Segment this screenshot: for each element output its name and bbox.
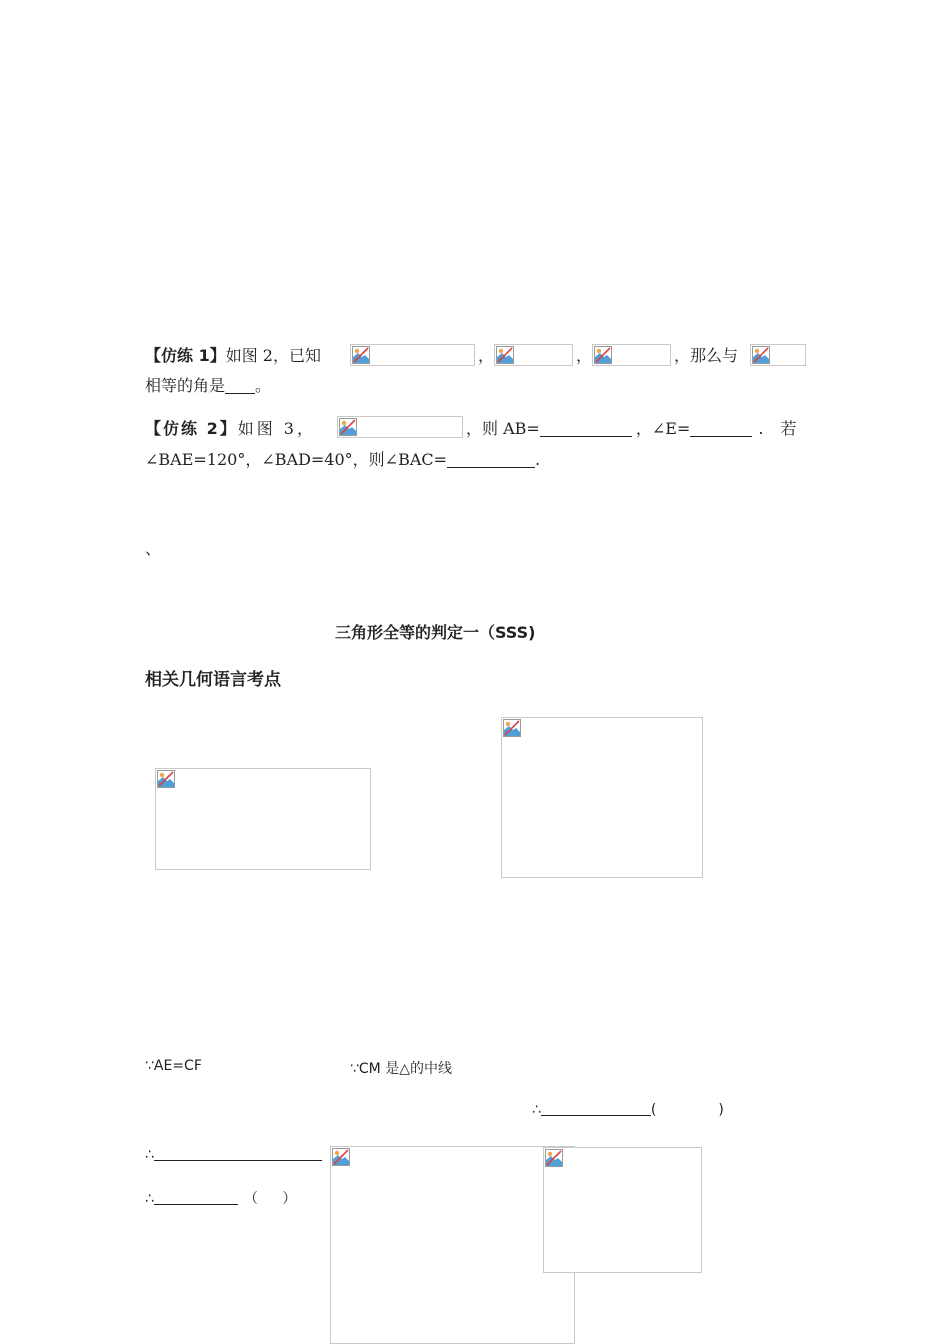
exercise-1-comma-1: ， — [478, 346, 495, 365]
figure-image-right — [501, 717, 703, 878]
figure-image-bottom-right — [543, 1147, 702, 1273]
answer-blank[interactable] — [225, 377, 255, 394]
proof-right-conclusion — [532, 1101, 724, 1118]
paren-close: ) — [718, 1102, 724, 1118]
answer-blank-bac[interactable] — [447, 451, 535, 468]
proof-blank[interactable] — [154, 1190, 238, 1205]
broken-image-icon — [332, 1148, 350, 1166]
therefore-symbol: ∴ — [145, 1147, 154, 1163]
exercise-1-line-1 — [145, 343, 321, 365]
reason-paren: （ ） — [243, 1191, 307, 1207]
exercise-2-line-2-end: . — [535, 450, 541, 469]
broken-image-icon — [157, 770, 175, 788]
broken-image-icon — [503, 719, 521, 737]
paren-open: ( — [650, 1102, 657, 1118]
proof-left-conclusion-2 — [145, 1188, 306, 1208]
proof-left-conclusion-1 — [145, 1146, 322, 1163]
broken-image-icon — [496, 346, 514, 364]
exercise-1-line-2 — [145, 373, 271, 396]
exercise-2-label: 【仿练 2】 — [145, 419, 238, 438]
answer-blank-ab[interactable] — [540, 420, 632, 437]
exercise-2-line-1 — [145, 416, 316, 439]
formula-image-5 — [337, 416, 463, 438]
exercise-2-text-d: . 若 — [758, 419, 803, 438]
therefore-symbol: ∴ — [145, 1191, 154, 1207]
exercise-1-text-b: ，那么与 — [674, 346, 739, 365]
proof-right-given: ∵CM 是△的中线 — [350, 1061, 452, 1077]
exercise-2-text-b: ，则 AB= — [466, 419, 540, 438]
section-subtitle: 相关几何语言考点 — [145, 670, 281, 690]
proof-left-given: ∵AE=CF — [145, 1058, 202, 1074]
exercise-1-label: 【仿练 1】 — [145, 346, 226, 365]
broken-image-icon — [594, 346, 612, 364]
exercise-2-text-c: ，∠E= — [635, 419, 691, 438]
exercise-1-text-a: 如图 2，已知 — [225, 346, 321, 365]
proof-blank[interactable] — [154, 1146, 322, 1161]
broken-image-icon — [545, 1149, 563, 1167]
figure-image-left — [155, 768, 371, 870]
exercise-2-text-a: 如图 3， — [237, 419, 316, 438]
section-title: 三角形全等的判定一（SSS) — [335, 623, 536, 642]
figure-image-bottom-left — [330, 1146, 575, 1344]
formula-image-1 — [350, 344, 475, 366]
exercise-2-line-2 — [145, 447, 540, 470]
proof-blank[interactable] — [541, 1101, 651, 1116]
therefore-symbol: ∴ — [532, 1102, 541, 1118]
formula-image-3 — [592, 344, 671, 366]
answer-blank-angle-e[interactable] — [690, 420, 752, 437]
broken-image-icon — [352, 346, 370, 364]
exercise-1-end: 。 — [255, 376, 272, 395]
exercise-2-line-1-rest — [466, 416, 803, 439]
exercise-1-line-2-text: 相等的角是 — [145, 376, 226, 395]
stray-mark: 、 — [145, 539, 162, 558]
broken-image-icon — [339, 418, 357, 436]
broken-image-icon — [752, 346, 770, 364]
formula-image-4 — [750, 344, 806, 366]
exercise-1-comma-2: ， — [576, 346, 593, 365]
formula-image-2 — [494, 344, 573, 366]
exercise-2-line-2-text: ∠BAE=120°，∠BAD=40°，则∠BAC= — [145, 450, 448, 469]
